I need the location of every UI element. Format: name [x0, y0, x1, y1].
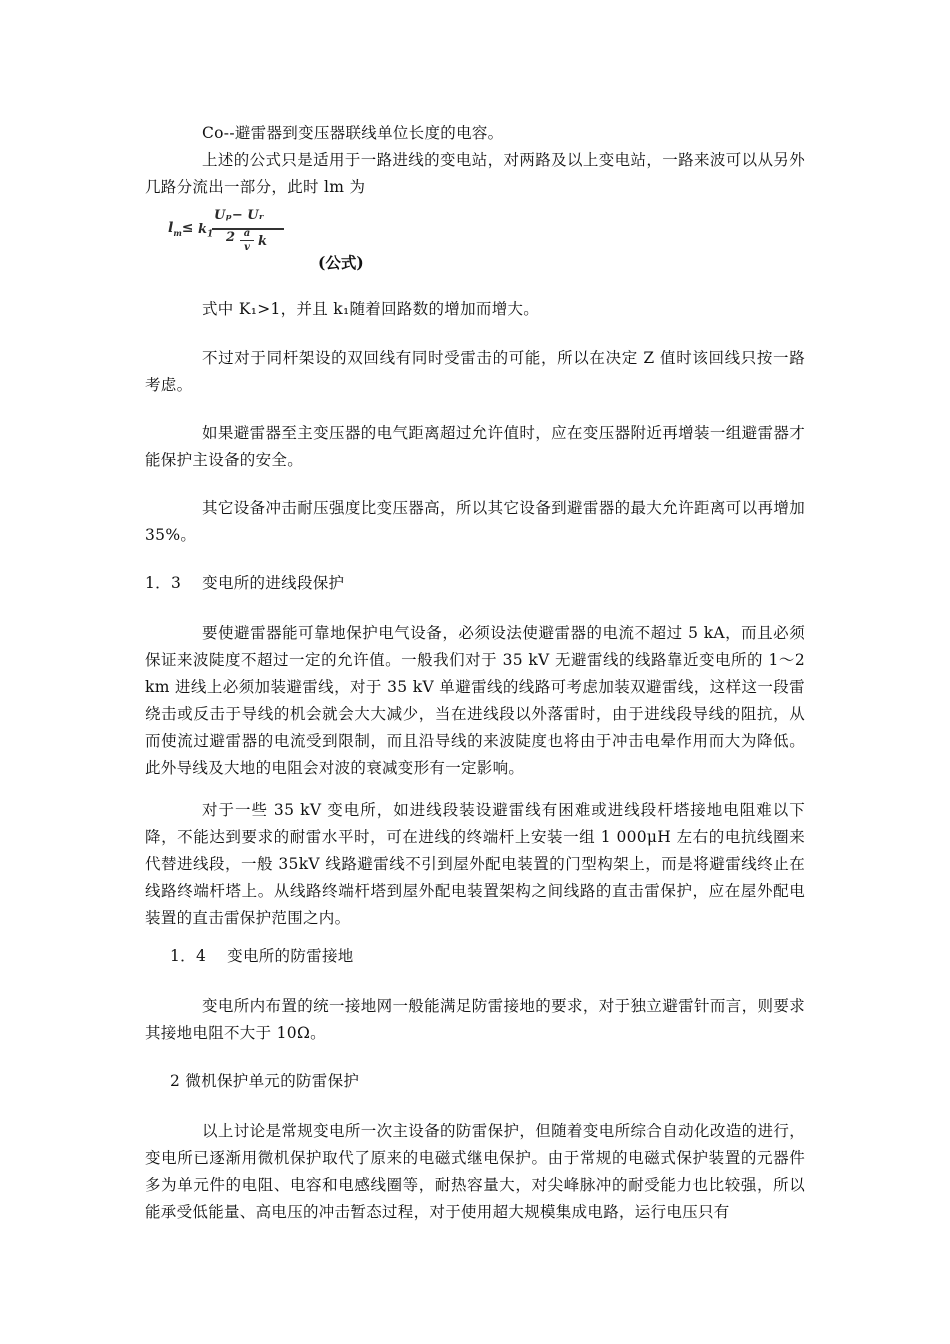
paragraph-35kv-substation: 对于一些 35 kV 变电所，如进线段装设避雷线有困难或进线段杆塔接地电阻难以下降，不能达到要求的耐雷水平时，可在进线的终端杆上安装一组 1 000μH 左右的电抗线圈来代替进线段，一般 35kV 线路避雷线不引到屋外配电装置的门型构架上，而是将避雷线终止在线路终端杆塔上。从线路终端杆塔到屋外配电装置架构之间线路的直击雷保护，应在屋外配电装置的直击雷保护范围之内。	[145, 801, 805, 927]
formula-numerator: Uₚ− Uᵣ	[214, 208, 264, 223]
paragraph-k1-note: 式中 K₁>1，并且 k₁随着回路数的增加而增大。	[202, 300, 540, 318]
section-heading-1-3: 1．3 变电所的进线段保护	[145, 574, 345, 592]
paragraph-other-equipment: 其它设备冲击耐压强度比变压器高，所以其它设备到避雷器的最大允许距离可以再增加 35%。	[145, 499, 805, 544]
formula-k1: $k_1$	[198, 222, 214, 240]
paragraph-formula-intro: 上述的公式只是适用于一路进线的变电站，对两路及以上变电站，一路来波可以从另外几路分流出一部分，此时 lm 为	[145, 151, 805, 196]
paragraph-microcomputer-protection: 以上讨论是常规变电所一次主设备的防雷保护，但随着变电所综合自动化改造的进行，变电所已逐渐用微机保护取代了原来的电磁式继电保护。由于常规的电磁式保护装置的元器件多为单元件的电阻、电容和电感线圈等，耐热容量大，对尖峰脉冲的耐受能力也比较强，所以能承受低能量、高电压的冲击暂态过程，对于使用超大规模集成电路，运行电压只有	[145, 1122, 805, 1221]
formula-den-2: 2	[226, 230, 236, 245]
paragraph-incoming-line-protection: 要使避雷器能可靠地保护电气设备，必须设法使避雷器的电流不超过 5 kA，而且必须保证来波陡度不超过一定的允许值。一般我们对于 35 kV 无避雷线的线路靠近变电所的 1～2 km 进线上必须加装避雷线，对于 35 kV 单避雷线的线路可考虑加装双避雷线，这样这一段雷绕击或反击于导线的机会就会大大减少，当在进线段以外落雷时，由于进线段导线的阻抗，从而使流过避雷器的电流受到限制，而且沿导线的来波陡度也将由于冲击电晕作用而大为降低。此外导线及大地的电阻会对波的衰减变形有一定影响。	[145, 624, 805, 777]
paragraph-grounding: 变电所内布置的统一接地网一般能满足防雷接地的要求，对于独立避雷针而言，则要求其接地电阻不大于 10Ω。	[145, 997, 805, 1042]
formula-den-k: k	[258, 234, 268, 249]
formula-image	[168, 208, 286, 258]
paragraph-extra-arrester: 如果避雷器至主变压器的电气距离超过允许值时，应在变压器附近再增装一组避雷器才能保护主设备的安全。	[145, 424, 805, 469]
formula-label: (公式)	[318, 253, 364, 272]
section-heading-2: 2 微机保护单元的防雷保护	[170, 1072, 360, 1090]
paragraph-double-circuit: 不过对于同杆架设的双回线有同时受雷击的可能，所以在决定 Z 值时该回线只按一路考虑。	[145, 349, 805, 394]
paragraph-capacitance-definition: Co--避雷器到变压器联线单位长度的电容。	[202, 124, 504, 142]
formula-a-over-v: a v	[240, 228, 254, 253]
section-heading-1-4: 1．4 变电所的防雷接地	[170, 947, 354, 965]
formula-lhs: $l_m\le$	[168, 220, 194, 238]
